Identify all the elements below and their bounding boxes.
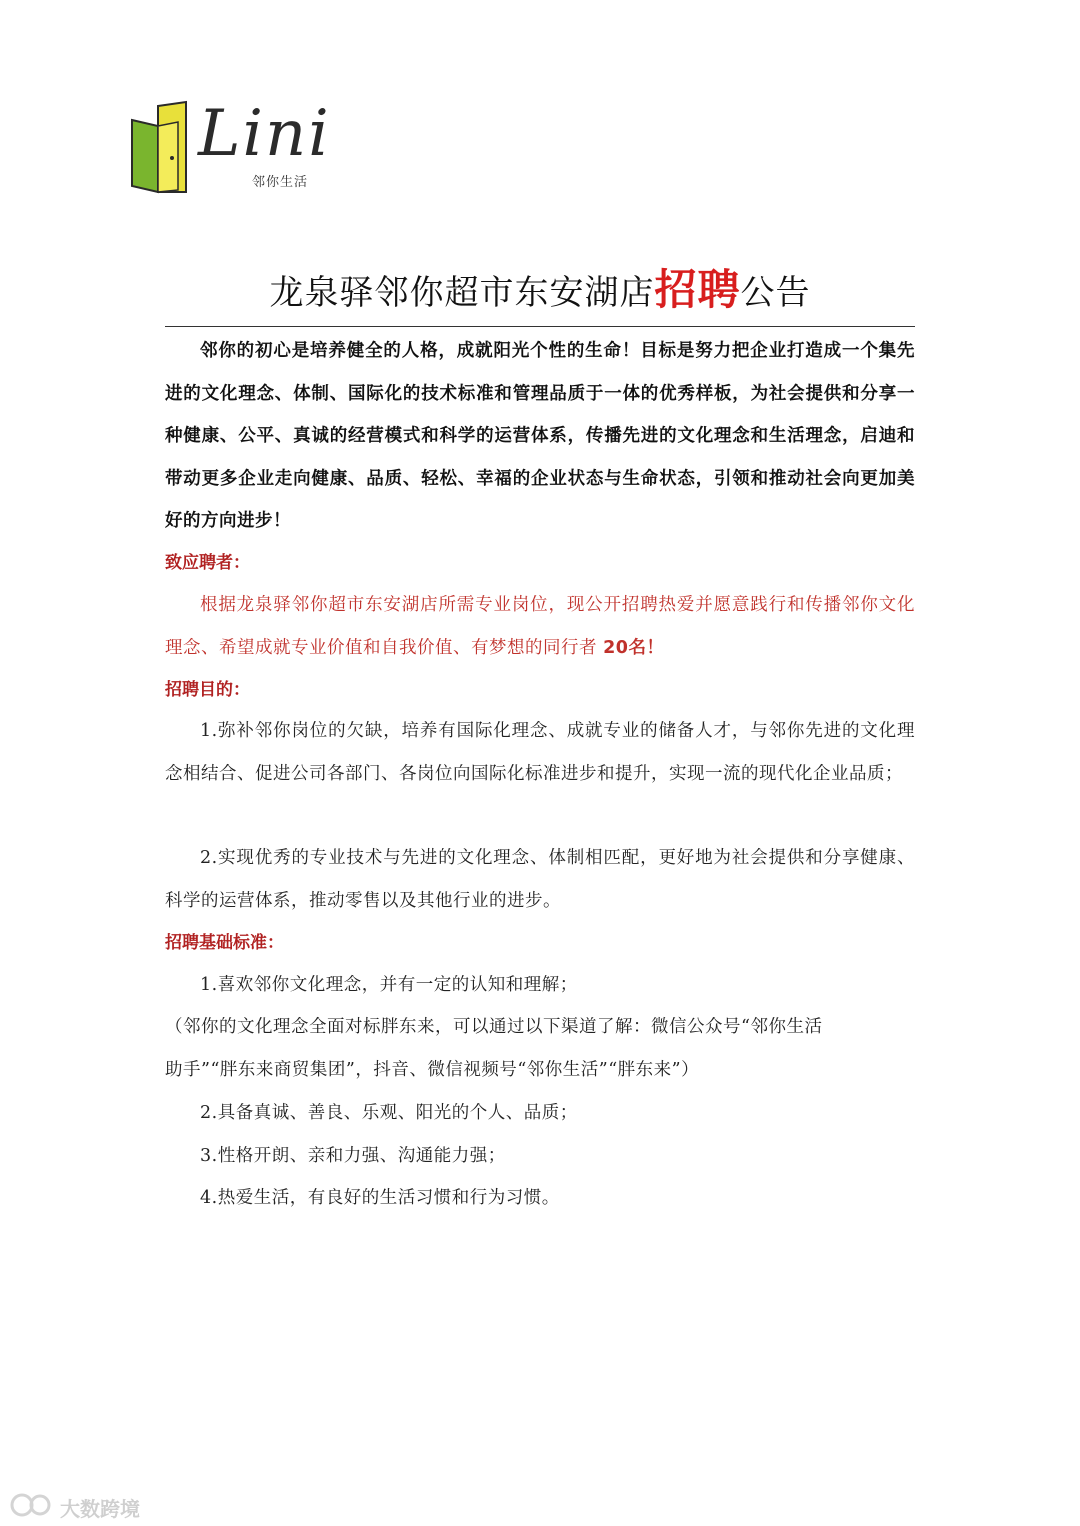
intro-paragraph: 邻你的初心是培养健全的人格，成就阳光个性的生命！目标是努力把企业打造成一个集先进的文化理念、体制、国际化的技术标准和管理品质于一体的优秀样板，为社会提供和分享一种健康、公平、真诚的经营模式和科学的运营体系，传播先进的文化理念和生活理念，启迪和带动更多企业走向健康、品质、轻松、幸福的企业状态与生命状态，引领和推动社会向更加美好的方向进步！ bbox=[165, 341, 915, 531]
standard-note-line-1: （邻你的文化理念全面对标胖东来，可以通过以下渠道了解：微信公众号“邻你生活 bbox=[165, 1017, 823, 1037]
logo-wordmark: Lini bbox=[198, 97, 331, 171]
standard-item-2: 2.具备真诚、善良、乐观、阳光的个人、品质； bbox=[200, 1103, 578, 1123]
watermark-icon bbox=[10, 1492, 56, 1518]
section-heading-standards: 招聘基础标准： bbox=[165, 933, 284, 953]
purpose-item-1: 1.弥补邻你岗位的欠缺，培养有国际化理念、成就专业的储备人才，与邻你先进的文化理念相结合、促进公司各部门、各岗位向国际化标准进步和提升，实现一流的现代化企业品质； bbox=[165, 721, 915, 784]
standard-item-3: 3.性格开朗、亲和力强、沟通能力强； bbox=[200, 1146, 506, 1166]
page-title bbox=[165, 262, 915, 321]
watermark-text: 大数跨境 bbox=[60, 1497, 140, 1521]
applicants-paragraph bbox=[165, 584, 915, 669]
applicants-text: 根据龙泉驿邻你超市东安湖店所需专业岗位，现公开招聘热爱并愿意践行和传播邻你文化理念、希望成就专业价值和自我价值、有梦想的同行者 bbox=[165, 595, 915, 658]
section-heading-purpose: 招聘目的： bbox=[165, 680, 250, 700]
applicants-count: 20 bbox=[603, 637, 629, 658]
title-highlight: 招聘 bbox=[654, 265, 741, 314]
standard-note-line-2: 助手”“胖东来商贸集团”，抖音、微信视频号“邻你生活”“胖东来”） bbox=[165, 1060, 700, 1080]
purpose-item-2: 2.实现优秀的专业技术与先进的文化理念、体制相匹配，更好地为社会提供和分享健康、科学的运营体系，推动零售以及其他行业的进步。 bbox=[165, 848, 915, 911]
applicants-count-suffix: 名！ bbox=[628, 637, 665, 658]
standard-item-4: 4.热爱生活，有良好的生活习惯和行为习惯。 bbox=[200, 1188, 560, 1208]
title-before: 龙泉驿邻你超市东安湖店 bbox=[269, 273, 655, 313]
title-divider bbox=[165, 326, 915, 327]
logo-subtext: 邻你生活 bbox=[252, 175, 309, 190]
title-after: 公告 bbox=[740, 273, 811, 313]
standard-item-1: 1.喜欢邻你文化理念，并有一定的认知和理解； bbox=[200, 975, 578, 995]
section-heading-applicants: 致应聘者： bbox=[165, 553, 250, 573]
